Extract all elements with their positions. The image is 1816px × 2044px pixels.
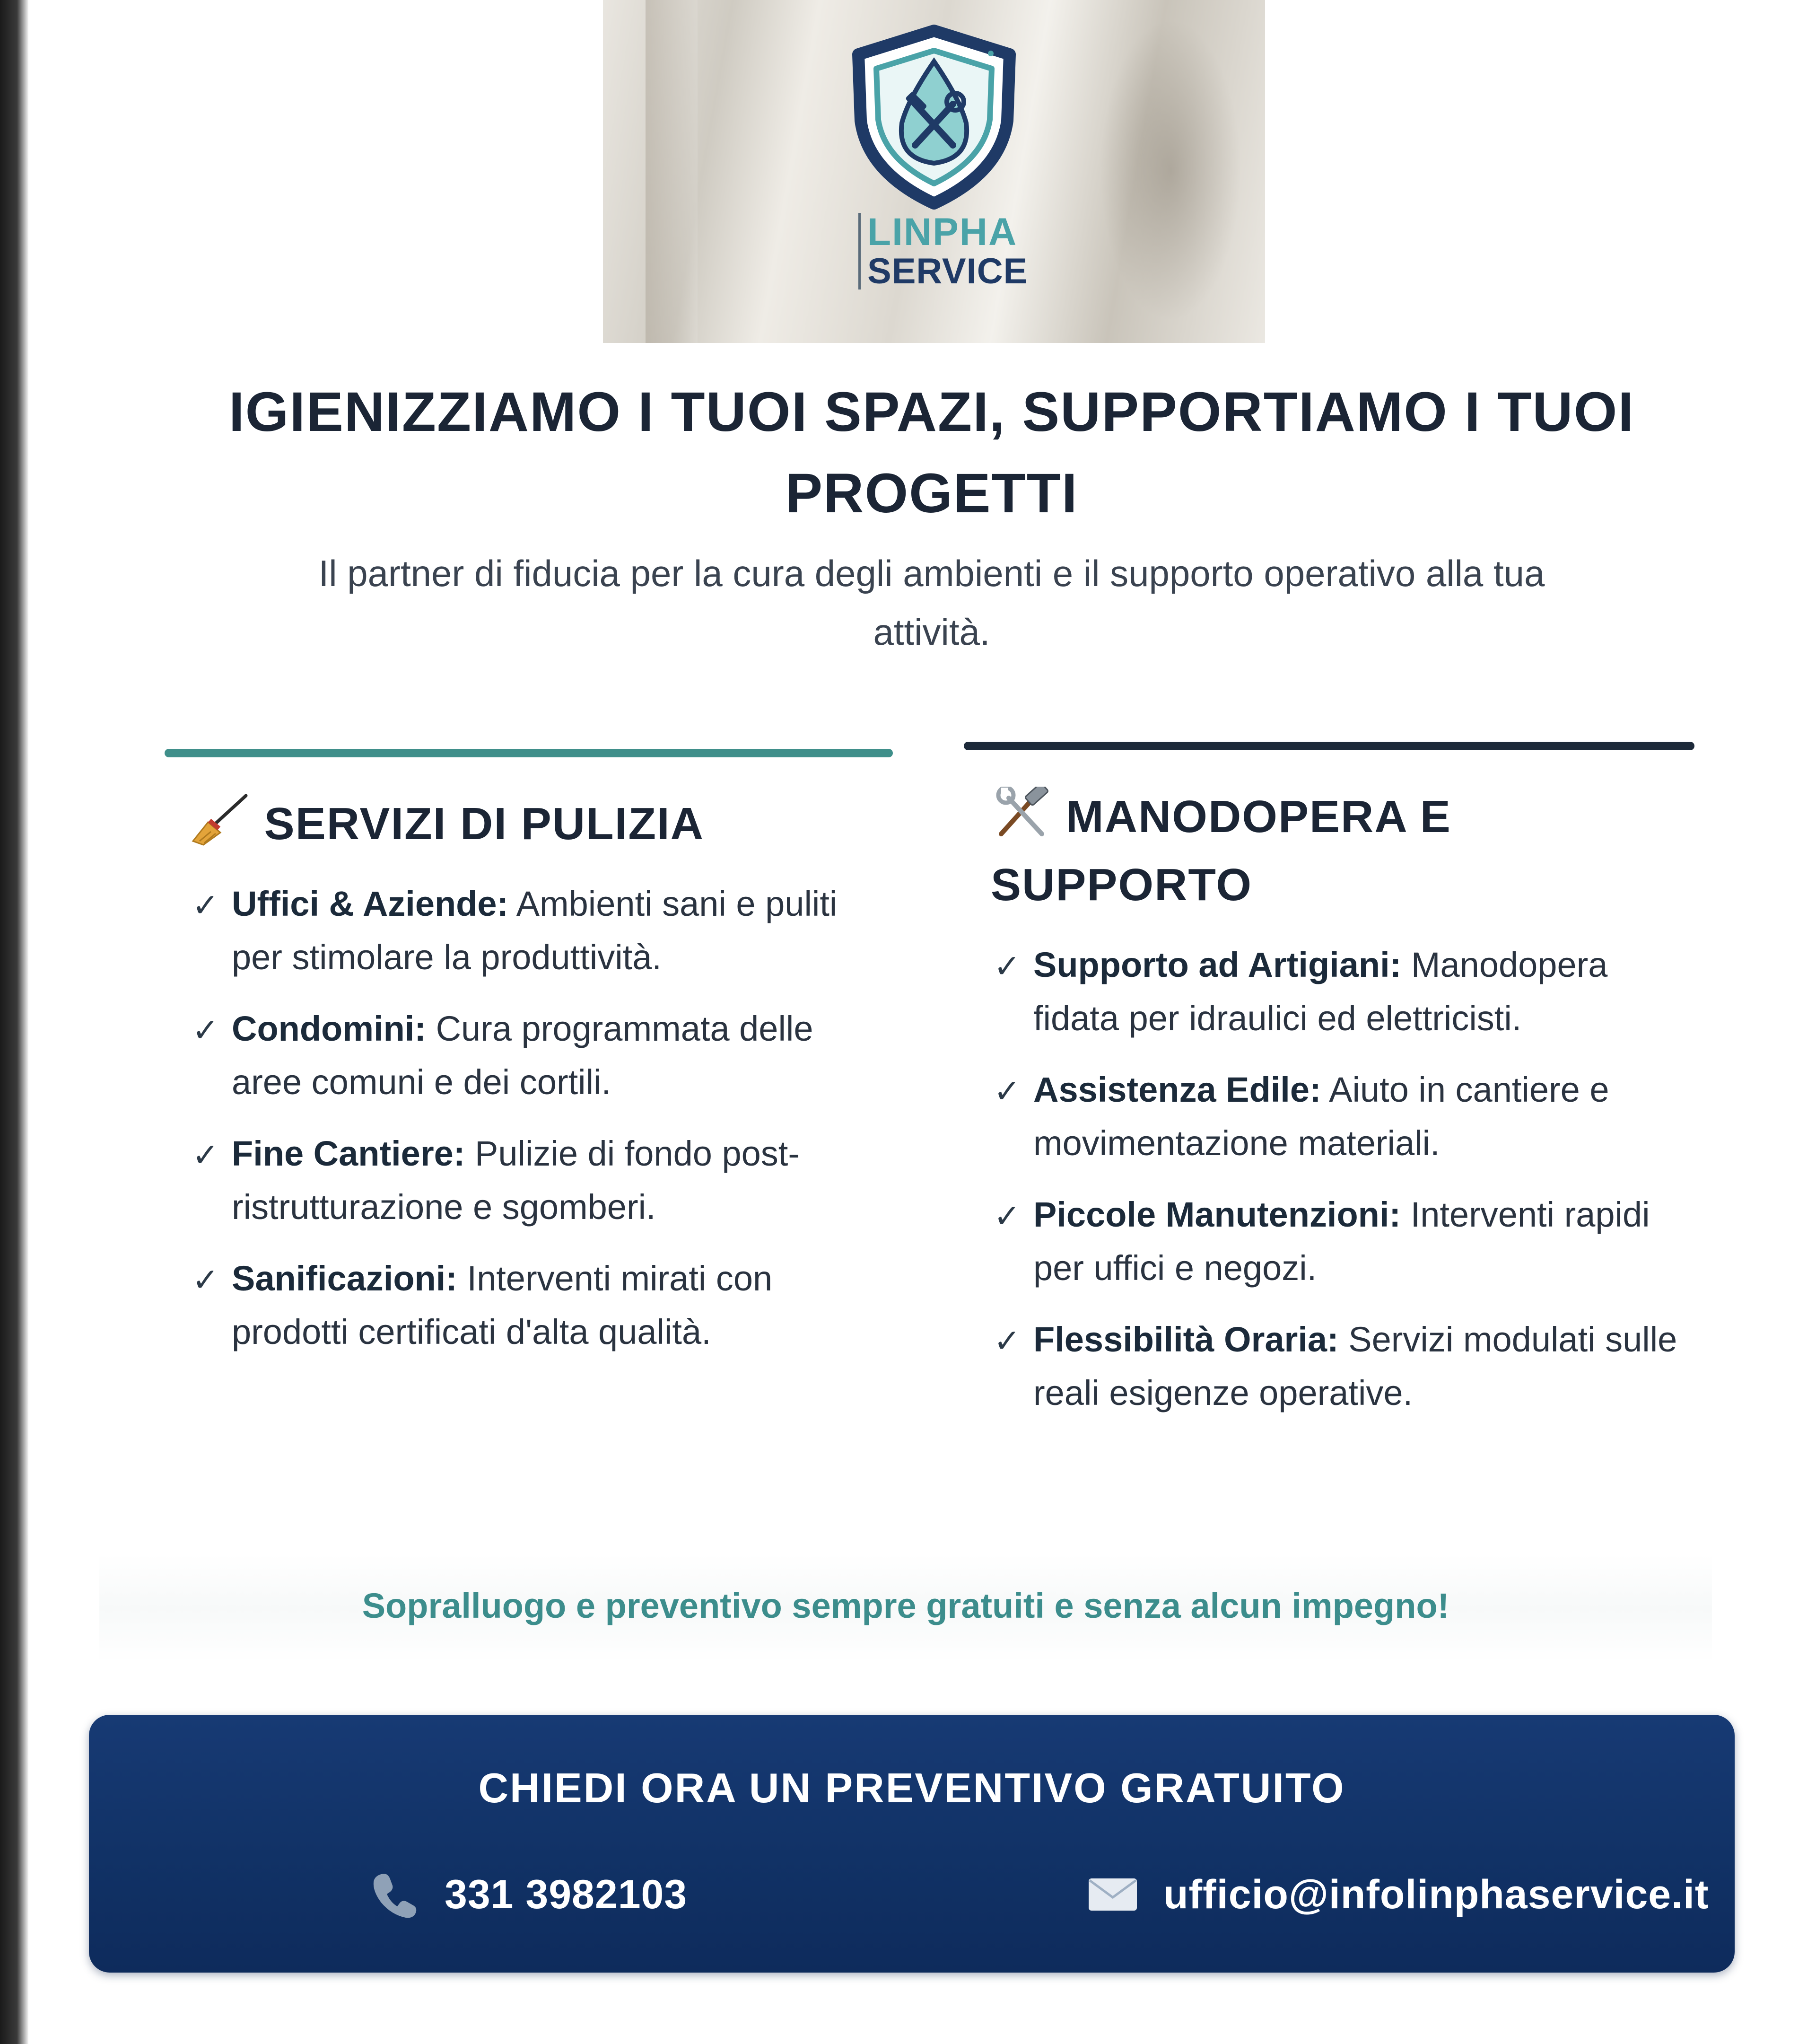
item-label: Fine Cantiere: [232, 1134, 465, 1173]
cleaning-accent-bar [165, 749, 893, 757]
phone-number: 331 3982103 [445, 1871, 688, 1917]
email-contact[interactable] [1087, 1866, 1709, 1923]
check-icon: ✓ [192, 1012, 219, 1049]
brand-name-line1: LINPHA [867, 211, 1018, 254]
item-label: Supporto ad Artigiani: [1033, 945, 1402, 984]
check-icon: ✓ [192, 887, 219, 924]
item-text: Servizi modulati sulle reali esigenze operative. [1033, 1320, 1677, 1412]
item-text: Interventi mirati con prodotti certificati d'alta qualità. [232, 1259, 773, 1351]
cleaning-services-section [189, 790, 880, 1377]
cleaning-section-heading [189, 790, 880, 858]
item-text: Pulizie di fondo post-ristrutturazione e sgomberi. [232, 1134, 800, 1227]
page-subtitle: Il partner di fiducia per la cura degli ambienti e il supporto operativo alla tua attività. [318, 553, 1545, 653]
item-label: Condomini: [232, 1009, 427, 1048]
list-item [189, 877, 880, 984]
photo-edge-shadow [0, 0, 28, 2044]
contact-panel [89, 1715, 1735, 1973]
labor-accent-bar [964, 742, 1694, 750]
item-label: Piccole Manutenzioni: [1033, 1195, 1401, 1234]
list-item [991, 1313, 1691, 1420]
list-item [189, 1252, 880, 1359]
check-icon: ✓ [994, 1073, 1021, 1110]
list-item [991, 938, 1691, 1045]
item-text: Aiuto in cantiere e movimentazione materiali. [1033, 1070, 1609, 1163]
hero-photo [603, 0, 1265, 343]
list-item [189, 1127, 880, 1234]
list-item [189, 1002, 880, 1109]
contact-heading: CHIEDI ORA UN PREVENTIVO GRATUITO [478, 1764, 1345, 1811]
check-icon: ✓ [994, 1323, 1021, 1360]
brand-wordmark [858, 213, 1028, 289]
item-text: Cura programmata delle aree comuni e dei cortili. [232, 1009, 813, 1102]
check-icon: ✓ [994, 1198, 1021, 1235]
item-text: Interventi rapidi per uffici e negozi. [1033, 1195, 1650, 1288]
brand-name-line2: SERVICE [867, 251, 1028, 291]
phone-icon [368, 1869, 420, 1921]
broom-icon [189, 794, 251, 846]
item-label: Uffici & Aziende: [232, 884, 509, 923]
labor-section-title: MANODOPERA E SUPPORTO [991, 791, 1451, 910]
free-quote-note: Sopralluogo e preventivo sempre gratuiti e senza alcun impegno! [362, 1586, 1449, 1625]
check-icon: ✓ [192, 1137, 219, 1174]
list-item [991, 1063, 1691, 1170]
shield-drop-icon [839, 21, 1029, 211]
envelope-icon [1087, 1876, 1139, 1913]
phone-contact[interactable] [368, 1866, 687, 1923]
check-icon: ✓ [994, 948, 1021, 985]
check-icon: ✓ [192, 1262, 219, 1299]
labor-support-section [991, 783, 1691, 1438]
hammer-wrench-icon [991, 787, 1052, 839]
labor-services-list [991, 938, 1691, 1420]
item-text: Manodopera fidata per idraulici ed elettricisti. [1033, 945, 1608, 1038]
list-item [991, 1188, 1691, 1295]
page-title: IGIENIZZIAMO I TUOI SPAZI, SUPPORTIAMO I TUOI PROGETTI [228, 381, 1635, 525]
cleaning-section-title: SERVIZI DI PULIZIA [264, 798, 704, 849]
cleaning-services-list [189, 877, 880, 1359]
item-label: Sanificazioni: [232, 1259, 457, 1298]
item-label: Assistenza Edile: [1033, 1070, 1321, 1109]
labor-section-heading [991, 783, 1691, 919]
brand-logo [839, 21, 1029, 324]
item-label: Flessibilità Oraria: [1033, 1320, 1339, 1359]
item-text: Ambienti sani e puliti per stimolare la produttività. [232, 884, 838, 977]
email-address: ufficio@infolinphaservice.it [1163, 1871, 1709, 1917]
